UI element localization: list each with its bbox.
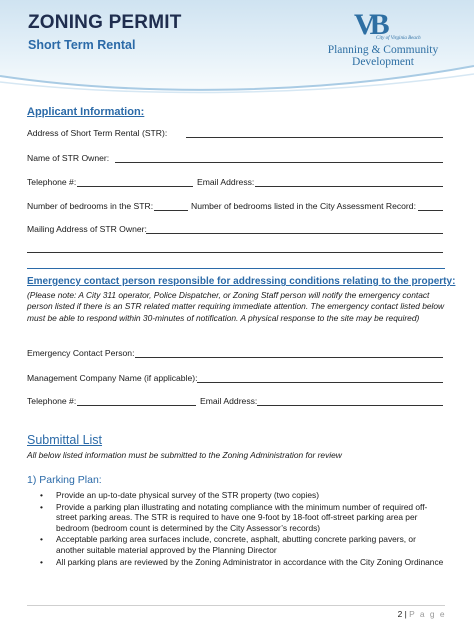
bedrooms-assessment-label: Number of bedrooms listed in the City Assessment Record: bbox=[191, 201, 416, 211]
parking-plan-heading: 1) Parking Plan: bbox=[27, 474, 102, 486]
emergency-telephone-field[interactable] bbox=[77, 405, 196, 406]
submittal-title: Submittal List bbox=[27, 433, 103, 447]
list-item bbox=[36, 502, 446, 534]
bullet-icon: • bbox=[40, 556, 43, 567]
mailing-row bbox=[27, 224, 147, 235]
footer-divider bbox=[27, 605, 445, 606]
emergency-heading: Emergency contact person responsible for addressing conditions relating to the property: bbox=[27, 276, 456, 287]
emergency-email-row bbox=[200, 396, 257, 407]
mailing-address-field[interactable] bbox=[146, 233, 443, 234]
list-item-text: Provide a parking plan illustrating and notating compliance with the minimum number of required off-street parking areas. The STR is required to have one 9-foot by 18-foot off-street parking area per bedroom (bedroom count is determined by the City Assessor’s records) bbox=[56, 501, 428, 533]
bedrooms-row bbox=[27, 201, 153, 212]
page-separator: | bbox=[404, 609, 407, 619]
emergency-telephone-label: Telephone #: bbox=[27, 396, 77, 406]
bullet-icon: • bbox=[40, 501, 43, 512]
page-word: P a g e bbox=[409, 609, 446, 619]
mailing-address-field-line2[interactable] bbox=[27, 252, 443, 253]
list-item bbox=[36, 534, 446, 555]
logo-city-text: City of Virginia Beach bbox=[376, 36, 421, 41]
emergency-contact-field[interactable] bbox=[135, 357, 443, 358]
bedrooms-field[interactable] bbox=[154, 210, 188, 211]
page-subtitle: Short Term Rental bbox=[28, 38, 136, 52]
bullet-icon: • bbox=[40, 490, 43, 500]
emergency-email-label: Email Address: bbox=[200, 396, 258, 406]
list-item-text: Acceptable parking area surfaces include, concrete, asphalt, abutting concrete parking pavers, or another suitable material approved by the Planning Director bbox=[56, 534, 416, 555]
telephone-label: Telephone #: bbox=[27, 177, 77, 187]
company-label: Management Company Name (if applicable): bbox=[27, 373, 198, 383]
email-row bbox=[197, 177, 254, 188]
owner-name-field[interactable] bbox=[115, 162, 443, 163]
section-divider bbox=[27, 268, 445, 269]
email-label: Email Address: bbox=[197, 177, 255, 187]
emergency-email-field[interactable] bbox=[257, 405, 443, 406]
emergency-telephone-row bbox=[27, 396, 76, 407]
emergency-note: (Please note: A City 311 operator, Police Dispatcher, or Zoning Staff person will notify the emergency contact person listed if there is an STR related matter requiring immediate attention. The emergency contact listed below must be able to respond within 30-minutes of notification. A physical response to the site may be required) bbox=[27, 290, 445, 323]
bedrooms-assessment-field[interactable] bbox=[418, 210, 443, 211]
mailing-label: Mailing Address of STR Owner: bbox=[27, 224, 147, 234]
bedrooms-assessment-row bbox=[191, 201, 416, 212]
list-item-text: Provide an up-to-date physical survey of the STR property (two copies) bbox=[56, 490, 320, 500]
bullet-icon: • bbox=[40, 534, 43, 545]
list-item bbox=[36, 490, 446, 501]
emergency-contact-row bbox=[27, 348, 134, 359]
owner-row bbox=[27, 153, 109, 164]
department-logo bbox=[318, 10, 448, 70]
telephone-row bbox=[27, 177, 76, 188]
company-row bbox=[27, 373, 198, 384]
logo-dept-line1: Planning & Community bbox=[327, 44, 439, 56]
str-address-row bbox=[27, 128, 167, 139]
page-footer bbox=[398, 609, 446, 619]
str-address-field[interactable] bbox=[186, 137, 443, 138]
email-field[interactable] bbox=[255, 186, 443, 187]
list-item bbox=[36, 557, 446, 568]
emergency-contact-label: Emergency Contact Person: bbox=[27, 348, 135, 358]
submittal-note: All below listed information must be submitted to the Zoning Administration for review bbox=[27, 450, 342, 460]
logo-dept-line2: Development bbox=[352, 56, 414, 68]
owner-label: Name of STR Owner: bbox=[27, 153, 110, 163]
list-item-text: All parking plans are reviewed by the Zoning Administrator in accordance with the City Zoning Ordinance bbox=[56, 556, 444, 567]
str-address-label: Address of Short Term Rental (STR): bbox=[27, 128, 168, 138]
logo-mark: VB bbox=[354, 8, 384, 41]
applicant-heading: Applicant Information: bbox=[27, 106, 145, 118]
company-name-field[interactable] bbox=[197, 382, 443, 383]
page-header bbox=[0, 0, 474, 90]
parking-requirements-list bbox=[36, 490, 446, 568]
bedrooms-label: Number of bedrooms in the STR: bbox=[27, 201, 154, 211]
page-number: 2 bbox=[397, 609, 403, 619]
telephone-field[interactable] bbox=[77, 186, 193, 187]
page-title: ZONING PERMIT bbox=[28, 12, 182, 33]
